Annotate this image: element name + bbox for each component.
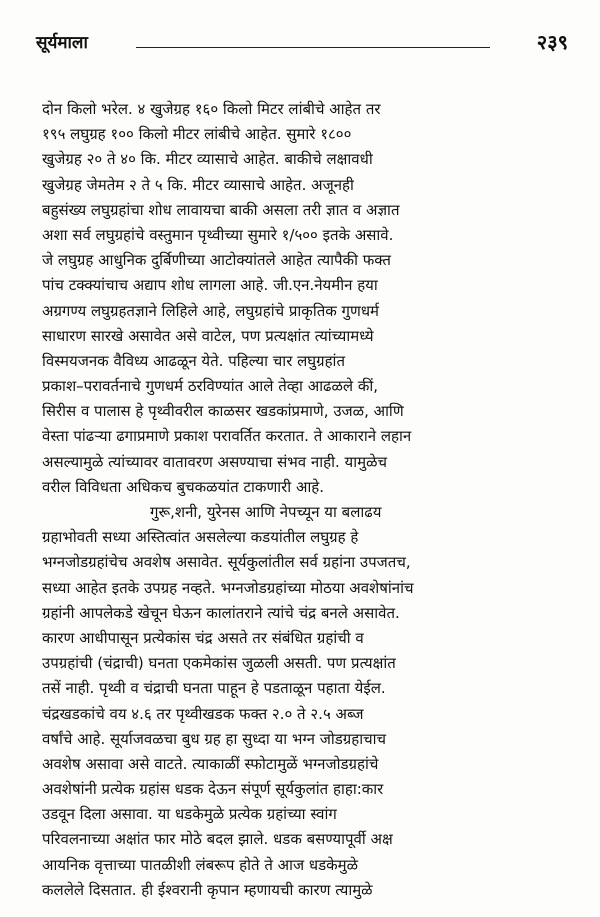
page-header [36, 30, 568, 60]
text-line: कारण आधीपासून प्रत्येकांस चंद्र असते तर संबंधित ग्रहांची व [42, 628, 364, 647]
text-line: वर्षांचे आहे. सूर्याजवळचा बुध ग्रह हा सुध्दा या भग्न जोडग्रहाचाच [42, 729, 387, 748]
running-title: सूर्यमाला [36, 33, 88, 53]
text-line: वेस्ता पांढऱ्या ढगाप्रमाणे प्रकाश परावर्तित करतात. ते आकाराने लहान [42, 427, 412, 446]
text-line: आयनिक वृत्ताच्या पातळीशी लंबरूप होते ते आज धडकेमुळे [42, 855, 359, 874]
text-line: अवशेष असावा असे वाटते. त्याकाळीं स्फोटामुळें भग्नजोडग्रहांचे [42, 754, 379, 773]
text-line: सिरीस व पालास हे पृथ्वीवरील काळसर खडकांप्रमाणे, उजळ, आणि [42, 402, 404, 421]
text-line: वरील विविधता अधिकच बुचकळयांत टाकणारी आहे. [42, 477, 325, 496]
text-line: पांच टक्क्यांचाच अद्याप शोध लागला आहे. जी.एन.नेयमीन हया [42, 276, 378, 295]
text-line: खुजेग्रह २० ते ४० कि. मीटर व्यासाचे आहेत. बाकीचे लक्षावधी [42, 150, 373, 169]
text-line: अशा सर्व लघुग्रहांचे वस्तुमान पृथ्वीच्या सुमारे १/५०० इतके असावे. [42, 225, 394, 244]
text-line: अवशेषांनी प्रत्येक ग्रहांस धडक देऊन संपूर्ण सूर्यकुलांत हाहा:कार [42, 780, 384, 799]
text-line: उपग्रहांची (चंद्राची) घनता एकमेकांस जुळली असती. पण प्रत्यक्षांत [42, 654, 396, 673]
text-line: बहुसंख्य लघुग्रहांचा शोध लावायचा बाकी असला तरी ज्ञात व अज्ञात [42, 200, 400, 219]
text-line: असल्यामुळे त्यांच्यावर वातावरण असण्याचा संभव नाही. यामुळेच [42, 452, 387, 471]
header-rule [136, 47, 490, 48]
text-line: भग्नजोडग्रहांचेच अवशेष असावेत. सूर्यकुलांतील सर्व ग्रहांना उपजतच, [42, 553, 411, 572]
text-line: उडवून दिला असावा. या धडकेमुळे प्रत्येक ग्रहांच्या स्वांग [42, 805, 337, 824]
text-line: विस्मयजनक वैविध्य आढळून येते. पहिल्या चार लघुग्रहांत [42, 351, 345, 370]
text-line: तसें नाही. पृथ्वी व चंद्राची घनता पाहून हे पडताळून पहाता येईल. [42, 679, 386, 698]
text-line: प्रकाश–परावर्तनाचे गुणधर्म ठरविण्यांत आले तेव्हा आढळले कीं, [42, 377, 378, 396]
text-line: ग्रहांनी आपलेकडे खेचून घेऊन कालांतराने त्यांचे चंद्र बनले असावेत. [42, 603, 400, 622]
text-line: सध्या आहेत इतके उपग्रह नव्हते. भग्नजोडग्रहांच्या मोठया अवशेषांनांच [42, 578, 414, 597]
text-line: दोन किलो भरेल. ४ खुजेग्रह १६० किलो मिटर लांबीचे आहेत तर [42, 100, 381, 118]
text-line: कललेले दिसतात. ही ईश्वरानी कृपान म्हणायची कारण त्यामुळे [42, 880, 373, 899]
text-line: जे लघुग्रह आधुनिक दुर्बिणीच्या आटोक्यांतले आहेत त्यापैकी फक्त [42, 251, 391, 270]
page-number: २३९ [536, 30, 568, 54]
text-line: ग्रहाभोवती सध्या अस्तित्वांत असलेल्या कडयांतील लघुग्रह हे [42, 528, 359, 547]
text-line: अग्रगण्य लघुग्रहतज्ञाने लिहिले आहे, लघुग्रहांचे प्राकृतिक गुणधर्म [42, 301, 380, 320]
text-line: चंद्रखडकांचे वय ४.६ तर पृथ्वीखडक फक्त २.० ते २.५ अब्ज [42, 704, 364, 723]
text-line: खुजेग्रह जेमतेम २ ते ५ कि. मीटर व्यासाचे आहेत. अजूनही [42, 175, 354, 194]
text-line: परिवलनाच्या अक्षांत फार मोठे बदल झाले. धडक बसण्यापूर्वी अक्ष [42, 830, 393, 849]
text-line: १९५ लघुग्रह १०० किलो मीटर लांबीचे आहेत. सुमारे १८०० [42, 125, 352, 144]
body-text [42, 97, 582, 903]
text-line: साधारण सारखे असावेत असे वाटेल, पण प्रत्यक्षांत त्यांच्यामध्ये [42, 326, 374, 345]
paragraph-start-line: गुरू,शनी, युरेनस आणि नेपच्यून या बलाढय [150, 503, 382, 521]
